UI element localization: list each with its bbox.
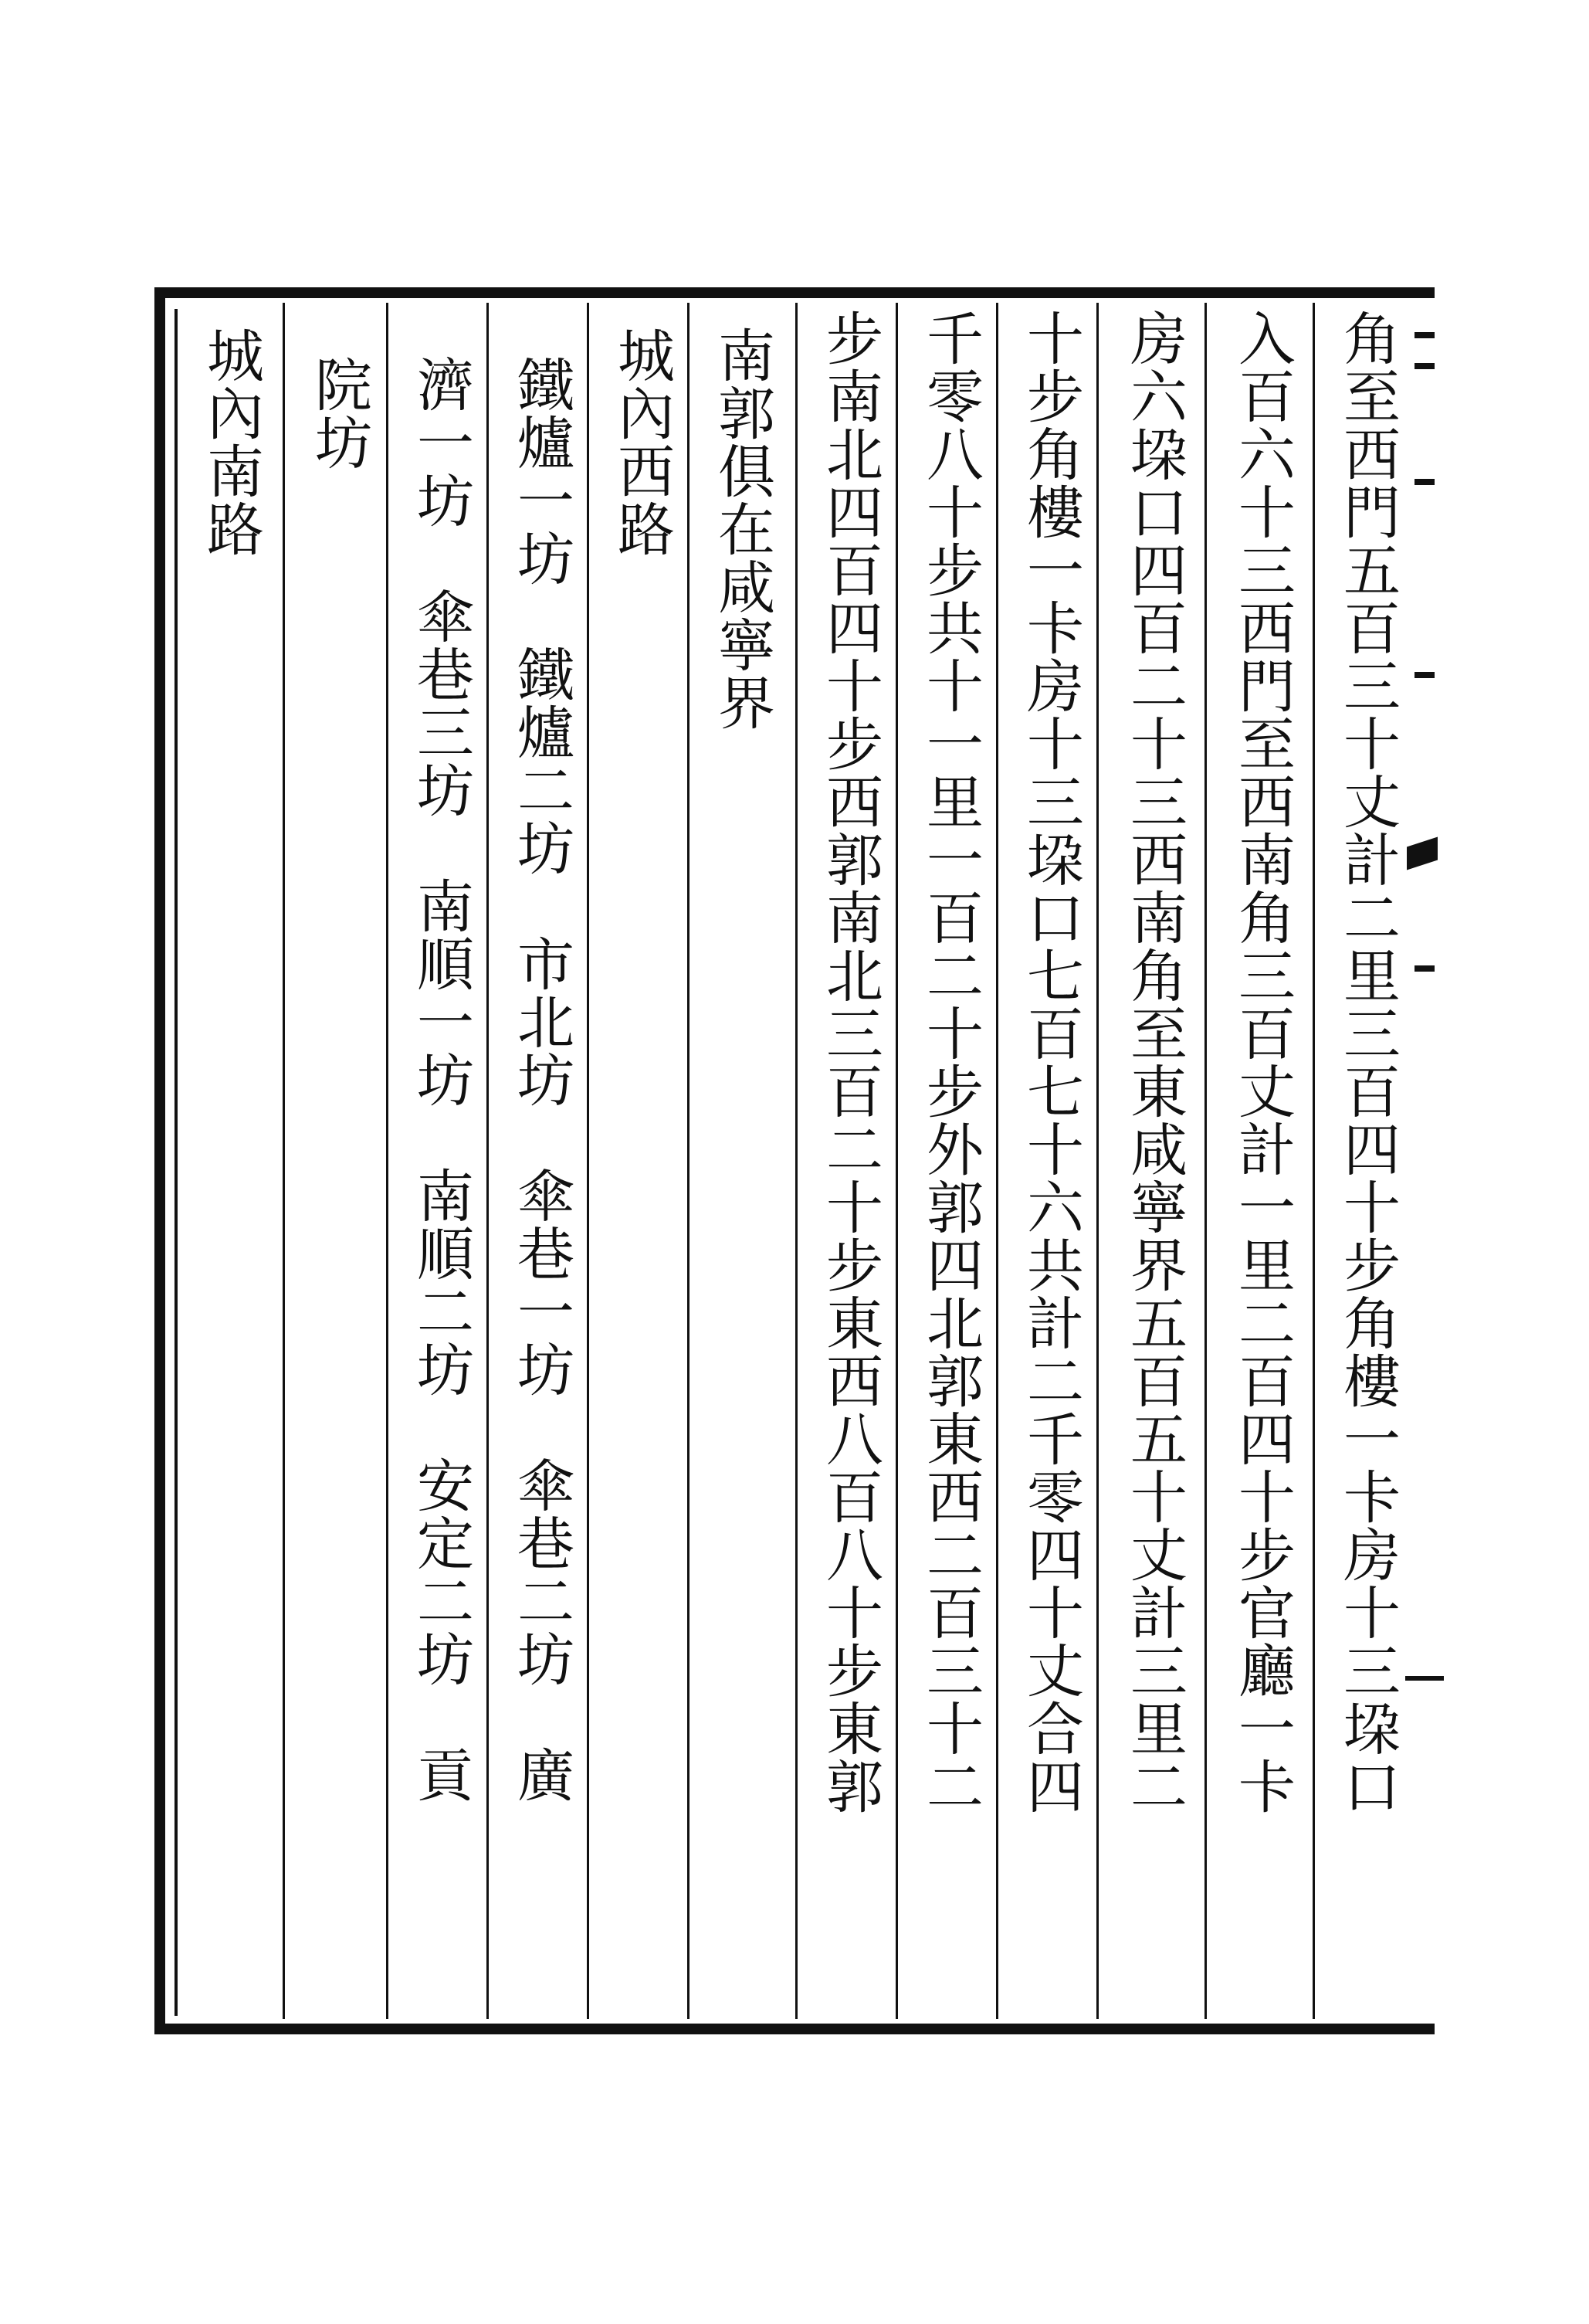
fold-mark <box>1415 363 1435 369</box>
text-column-2: 入百六十三西門至西南角三百丈計一里二百四十步官廳一卡 <box>1229 309 1296 1815</box>
column-rule <box>896 303 898 2019</box>
fold-dash <box>1405 1676 1444 1681</box>
column-rule <box>1096 303 1099 2019</box>
fold-mark <box>1415 332 1435 338</box>
text-column-7: 南郭俱在咸寧界 <box>709 326 775 731</box>
column-rule <box>283 303 285 2019</box>
text-column-6: 步南北四百四十步西郭南北三百二十步東西八百八十步東郭 <box>817 309 883 1815</box>
fold-mark <box>1415 965 1435 972</box>
text-column-5: 千零八十步共十一里一百二十步外郭四北郭東西二百三十二 <box>917 309 984 1815</box>
text-column-9: 鐵爐一坊 鐵爐二坊 市北坊 傘巷一坊 傘巷二坊 廣 <box>508 355 574 1803</box>
fold-mark <box>1415 479 1435 485</box>
column-rule <box>996 303 998 2019</box>
text-column-4: 十步角樓一卡房十三垜口七百七十六共計二千零四十丈合四 <box>1018 309 1084 1815</box>
section-heading-west: 城內西路 <box>608 326 675 558</box>
column-rule <box>486 303 489 2019</box>
column-rule <box>687 303 689 2019</box>
text-column-3: 房六垜口四百二十三西南角至東咸寧界五百五十丈計三里二 <box>1121 309 1188 1815</box>
text-column-11: 院坊 <box>306 355 372 471</box>
inner-border-line <box>174 309 178 2016</box>
column-rule <box>587 303 589 2019</box>
column-rule <box>1313 303 1315 2019</box>
column-rule <box>795 303 798 2019</box>
section-heading-south: 城內南路 <box>198 326 264 558</box>
text-column-10: 濟一坊 傘巷三坊 南順一坊 南順二坊 安定二坊 貢 <box>408 355 474 1803</box>
fold-mark <box>1415 672 1435 678</box>
text-column-1: 角至西門五百三十丈計二里三百四十步角樓一卡房十三垜口 <box>1334 309 1401 1815</box>
column-rule <box>386 303 388 2019</box>
column-rule <box>1204 303 1207 2019</box>
